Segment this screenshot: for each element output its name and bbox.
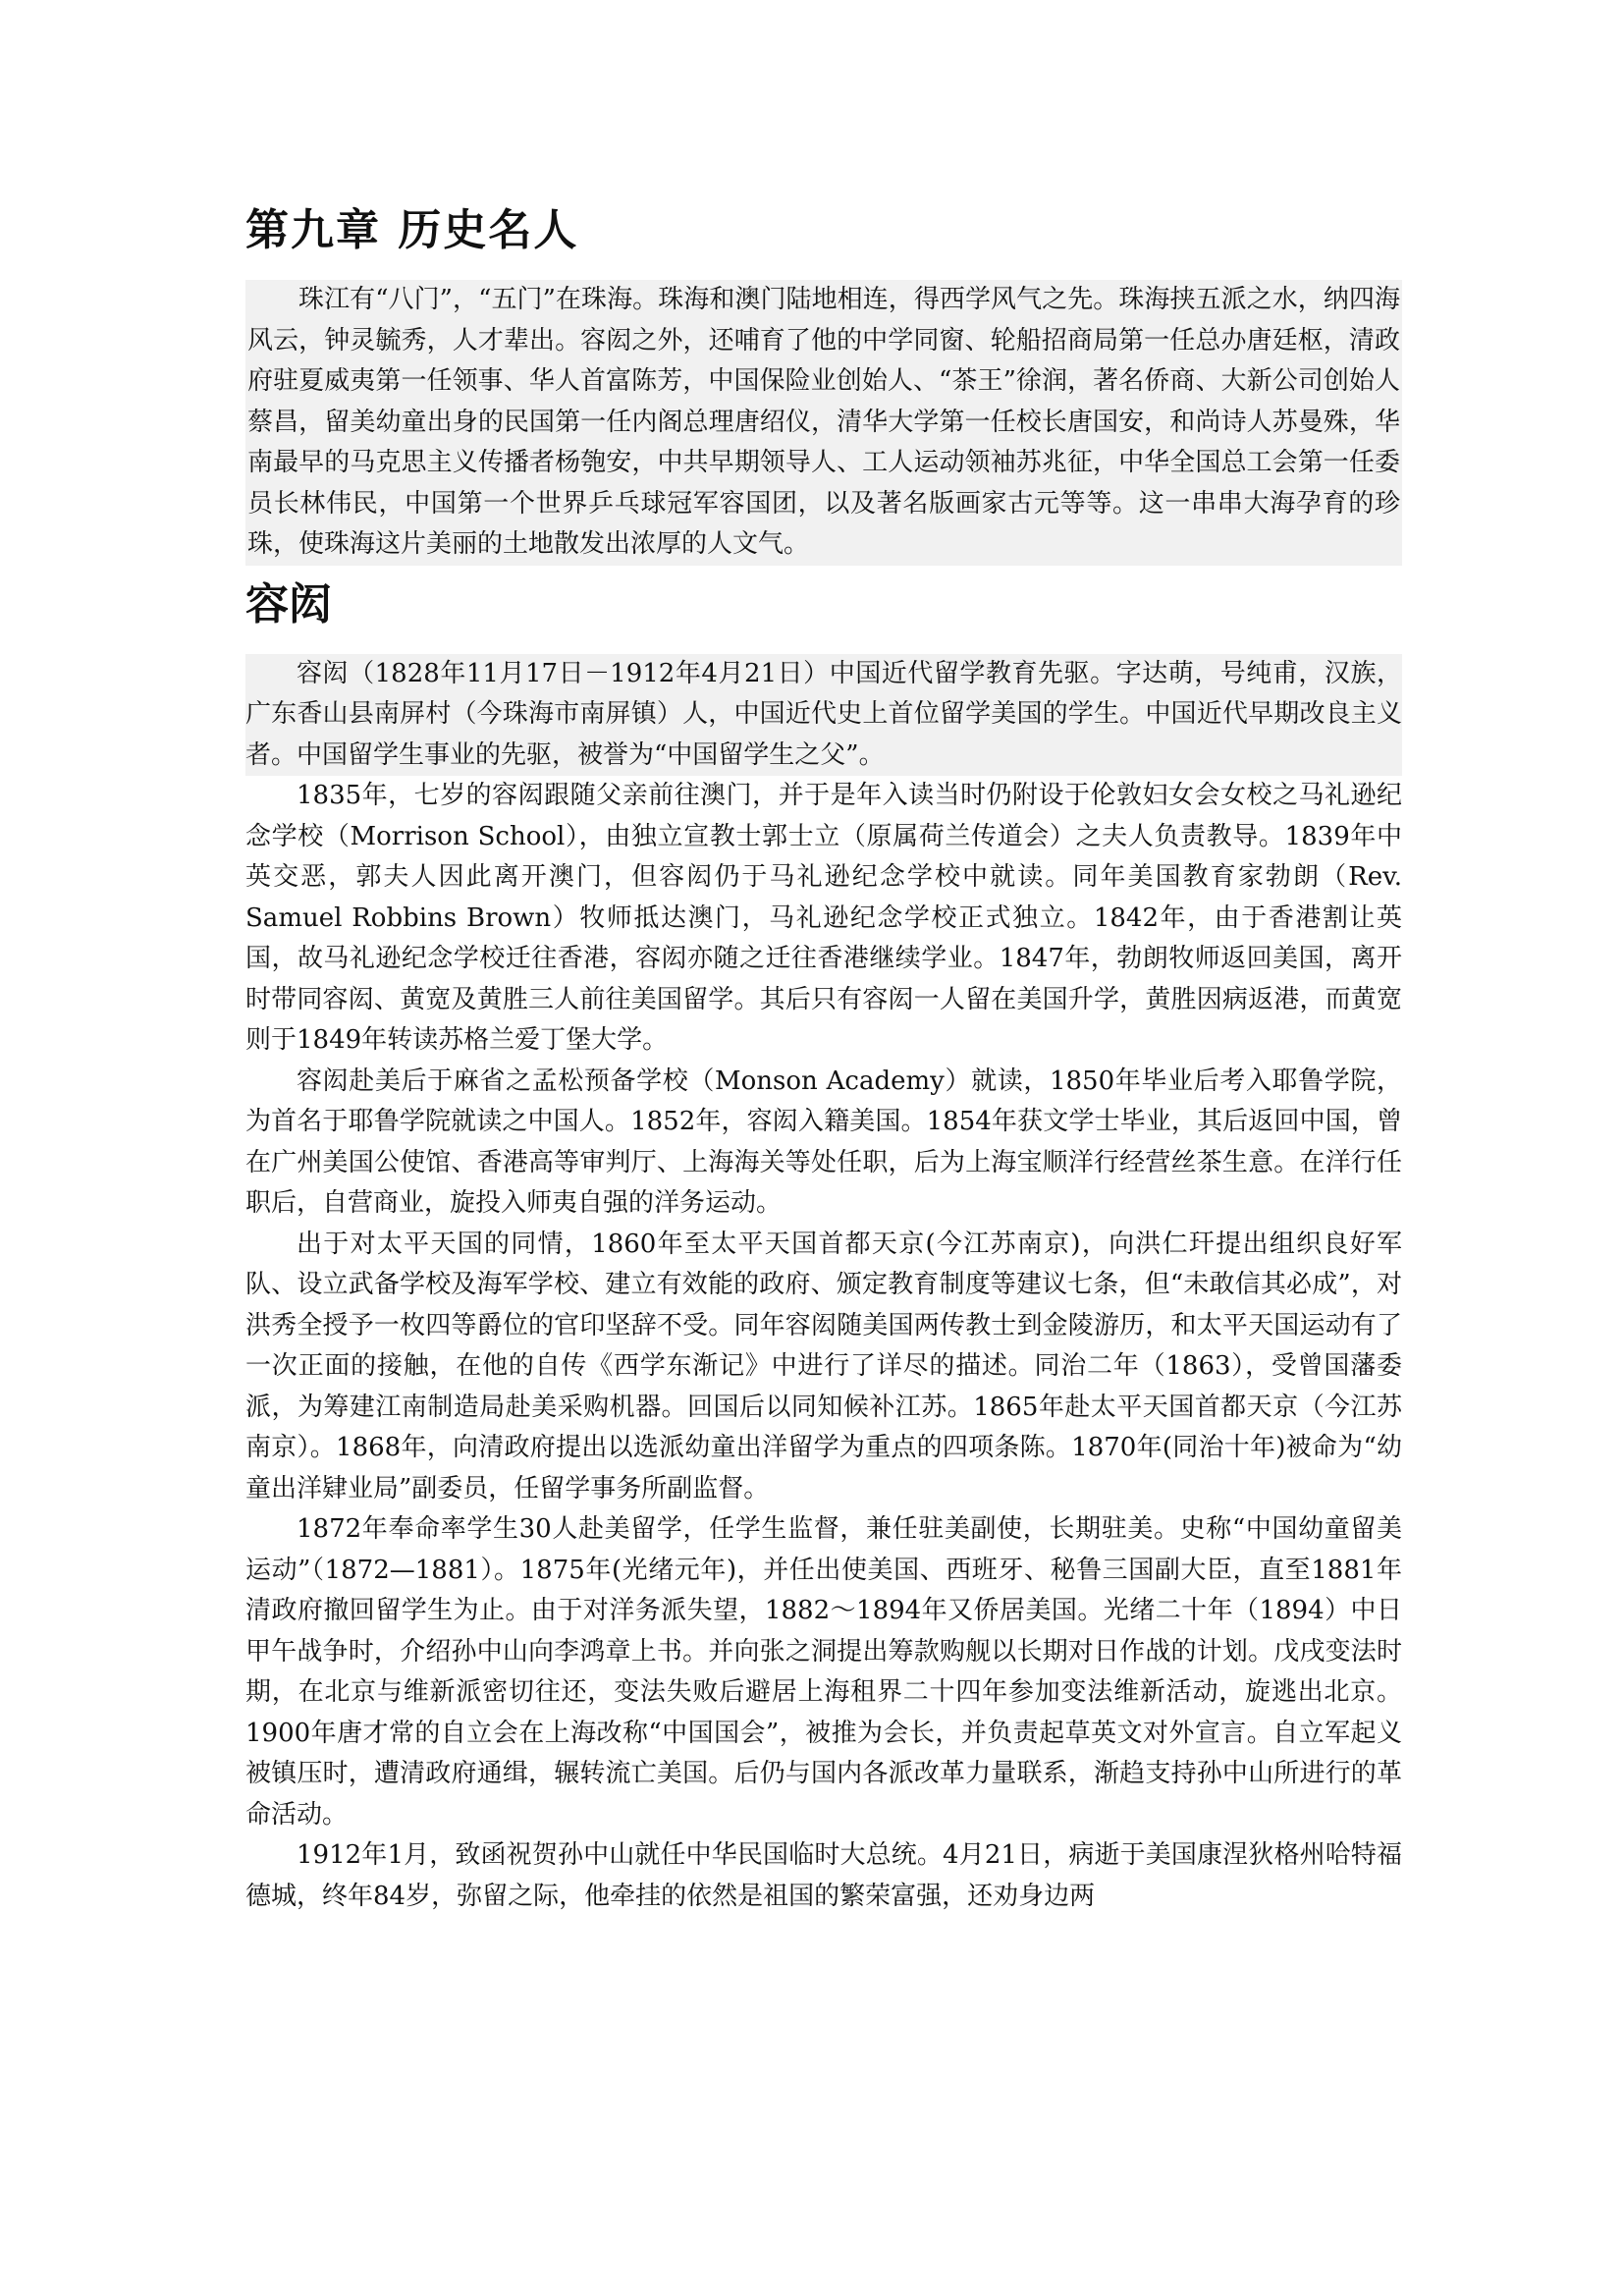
- section-paragraph-1: 容闳（1828年11月17日－1912年4月21日）中国近代留学教育先驱。字达萌，号纯甫，汉族，广东香山县南屏村（今珠海市南屏镇）人，中国近代史上首位留学美国的学生。中国近代早期改良主义者。中国留学生事业的先驱，被誉为“中国留学生之父”。: [245, 654, 1402, 777]
- section-paragraph-3: 容闳赴美后于麻省之孟松预备学校（Monson Academy）就读，1850年毕业后考入耶鲁学院，为首名于耶鲁学院就读之中国人。1852年，容闳入籍美国。1854年获文学士毕业，其后返回中国，曾在广州美国公使馆、香港高等审判厅、上海海关等处任职，后为上海宝顺洋行经营丝茶生意。在洋行任职后，自营商业，旋投入师夷自强的洋务运动。: [245, 1066, 1402, 1218]
- section-paragraph-2: 1835年，七岁的容闳跟随父亲前往澳门，并于是年入读当时仍附设于伦敦妇女会女校之马礼逊纪念学校（Morrison School），由独立宣教士郭士立（原属荷兰传道会）之夫人负责教导。1839年中英交恶，郭夫人因此离开澳门，但容闳仍于马礼逊纪念学校中就读。同年美国教育家勃朗（Rev. Samuel Robbins Brown）牧师抵达澳门，马礼逊纪念学校正式独立。1842年，由于香港割让英国，故马礼逊纪念学校迁往香港，容闳亦随之迁往香港继续学业。1847年，勃朗牧师返回美国，离开时带同容闳、黄宽及黄胜三人前往美国留学。其后只有容闳一人留在美国升学，黄胜因病返港，而黄宽则于1849年转读苏格兰爱丁堡大学。: [245, 781, 1402, 1055]
- section-title: 容闳: [245, 578, 332, 629]
- chapter-title: 第九章 历史名人: [245, 205, 579, 255]
- document-page: [245, 201, 1402, 1917]
- chapter-intro-block: [245, 280, 1402, 566]
- section-paragraph-5: 1872年奉命率学生30人赴美留学，任学生监督，兼任驻美副使，长期驻美。史称“中国幼童留美运动”（1872—1881）。1875年(光绪元年)，并任出使美国、西班牙、秘鲁三国副大臣，直至1881年清政府撤回留学生为止。由于对洋务派失望，1882～1894年又侨居美国。光绪二十年（1894）中日甲午战争时，介绍孙中山向李鸿章上书。并向张之洞提出筹款购舰以长期对日作战的计划。戊戌变法时期，在北京与维新派密切往还，变法失败后避居上海租界二十四年参加变法维新活动，旋逃出北京。1900年唐才常的自立会在上海改称“中国国会”，被推为会长，并负责起草英文对外宣言。自立军起义被镇压时，遭清政府通缉，辗转流亡美国。后仍与国内各派改革力量联系，渐趋支持孙中山所进行的革命活动。: [245, 1514, 1402, 1830]
- section-paragraph-6: 1912年1月，致函祝贺孙中山就任中华民国临时大总统。4月21日，病逝于美国康涅狄格州哈特福德城，终年84岁，弥留之际，他牵挂的依然是祖国的繁荣富强，还劝身边两: [245, 1840, 1402, 1911]
- section-paragraph-4: 出于对太平天国的同情，1860年至太平天国首都天京(今江苏南京)，向洪仁玕提出组织良好军队、设立武备学校及海军学校、建立有效能的政府、颁定教育制度等建议七条，但“未敢信其必成”，对洪秀全授予一枚四等爵位的官印坚辞不受。同年容闳随美国两传教士到金陵游历，和太平天国运动有了一次正面的接触，在他的自传《西学东渐记》中进行了详尽的描述。同治二年（1863），受曾国藩委派，为筹建江南制造局赴美采购机器。回国后以同知候补江苏。1865年赴太平天国首都天京（今江苏南京）。1868年，向清政府提出以选派幼童出洋留学为重点的四项条陈。1870年(同治十年)被命为“幼童出洋肄业局”副委员，任留学事务所副监督。: [245, 1229, 1402, 1503]
- chapter-intro-paragraph: 珠江有“八门”，“五门”在珠海。珠海和澳门陆地相连，得西学风气之先。珠海挟五派之水，纳四海风云，钟灵毓秀，人才辈出。容闳之外，还哺育了他的中学同窗、轮船招商局第一任总办唐廷枢，清政府驻夏威夷第一任领事、华人首富陈芳，中国保险业创始人、“茶王”徐润，著名侨商、大新公司创始人蔡昌，留美幼童出身的民国第一任内阁总理唐绍仪，清华大学第一任校长唐国安，和尚诗人苏曼殊，华南最早的马克思主义传播者杨匏安，中共早期领导人、工人运动领袖苏兆征，中华全国总工会第一任委员长林伟民，中国第一个世界乒乓球冠军容国团，以及著名版画家古元等等。这一串串大海孕育的珍珠，使珠海这片美丽的土地散发出浓厚的人文气。: [247, 285, 1400, 559]
